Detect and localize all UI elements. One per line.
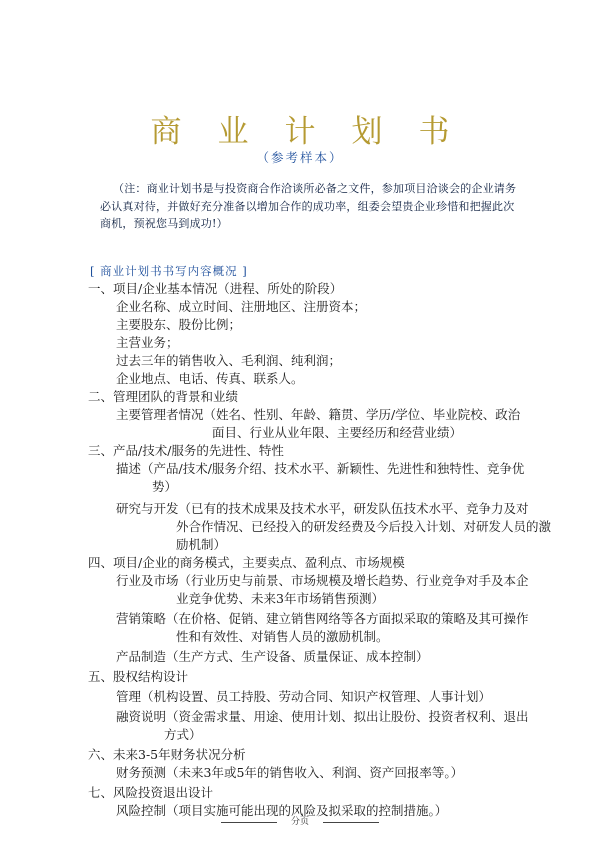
outline-item: 管理（机构设置、员工持股、劳动合同、知识产权管理、人事计划） [116, 689, 492, 704]
outline-item: 主营业务； [116, 335, 179, 350]
outline-item: 行业及市场（行业历史与前景、市场规模及增长趋势、行业竞争对手及本企 [116, 573, 529, 588]
page-title: 商业计划书 [150, 114, 486, 150]
outline-item-continuation: 势） [152, 479, 178, 494]
outline-item: 过去三年的销售收入、毛利润、纯利润； [116, 353, 342, 368]
outline-item-continuation: 性和有效性、对销售人员的激励机制。 [176, 629, 389, 644]
page-break-footer [0, 816, 600, 828]
outline-item-continuation: 面目、行业从业年限、主要经历和经营业绩） [212, 425, 463, 440]
outline-item: 风险控制（项目实施可能出现的风险及拟采取的控制措施。） [116, 803, 448, 818]
outline-heading: 四、项目/企业的商务模式，主要卖点、盈利点、市场规模 [88, 555, 405, 570]
outline-item-continuation: 励机制） [176, 537, 227, 552]
footer-rule-right [323, 822, 379, 823]
page-subtitle: （参考样本） [256, 150, 344, 165]
outline-item: 产品制造（生产方式、生产设备、质量保证、成本控制） [116, 649, 429, 664]
outline-item: 描述（产品/技术/服务介绍、技术水平、新颖性、先进性和独特性、竞争优 [116, 461, 525, 476]
outline-item: 营销策略（在价格、促销、建立销售网络等各方面拟采取的策略及其可操作 [116, 611, 529, 626]
outline-heading: 五、股权结构设计 [88, 669, 189, 684]
footer-label: 分页 [290, 817, 309, 827]
outline-item: 主要股东、股份比例； [116, 317, 242, 332]
outline-item: 研究与开发（已有的技术成果及技术水平，研发队伍技术水平、竞争力及对 [116, 501, 529, 516]
outline-heading: 七、风险投资退出设计 [88, 785, 214, 800]
outline-heading: 六、未来3-5年财务状况分析 [88, 747, 246, 762]
section-heading: [ 商业计划书书写内容概况 ] [90, 264, 248, 278]
outline-item-continuation: 方式） [164, 727, 202, 742]
outline-heading: 二、管理团队的背景和业绩 [88, 389, 239, 404]
outline-item: 主要管理者情况（姓名、性别、年龄、籍贯、学历/学位、毕业院校、政治 [116, 407, 521, 422]
outline-item-continuation: 业竞争优势、未来3年市场销售预测） [176, 591, 384, 606]
outline-item: 企业地点、电话、传真、联系人。 [116, 371, 304, 386]
outline-item: 财务预测（未来3年或5年的销售收入、利润、资产回报率等。） [116, 765, 464, 780]
outline-item: 融资说明（资金需求量、用途、使用计划、拟出让股份、投资者权利、退出 [116, 709, 529, 724]
outline-item: 企业名称、成立时间、注册地区、注册资本； [116, 299, 367, 314]
footer-rule-left [221, 822, 277, 823]
outline-heading: 一、项目/企业基本情况（进程、所处的阶段） [88, 281, 343, 296]
intro-note: （注：商业计划书是与投资商合作洽谈所必备之文件，参加项目洽谈会的企业请务必认真对待，并做好充分准备以增加合作的成功率，组委会望贵企业珍惜和把握此次商机，预祝您马到成功!） [100, 182, 517, 230]
outline-item-continuation: 外合作情况、已经投入的研发经费及今后投入计划、对研发人员的激 [176, 519, 552, 534]
outline-heading: 三、产品/技术/服务的先进性、特性 [88, 443, 284, 458]
